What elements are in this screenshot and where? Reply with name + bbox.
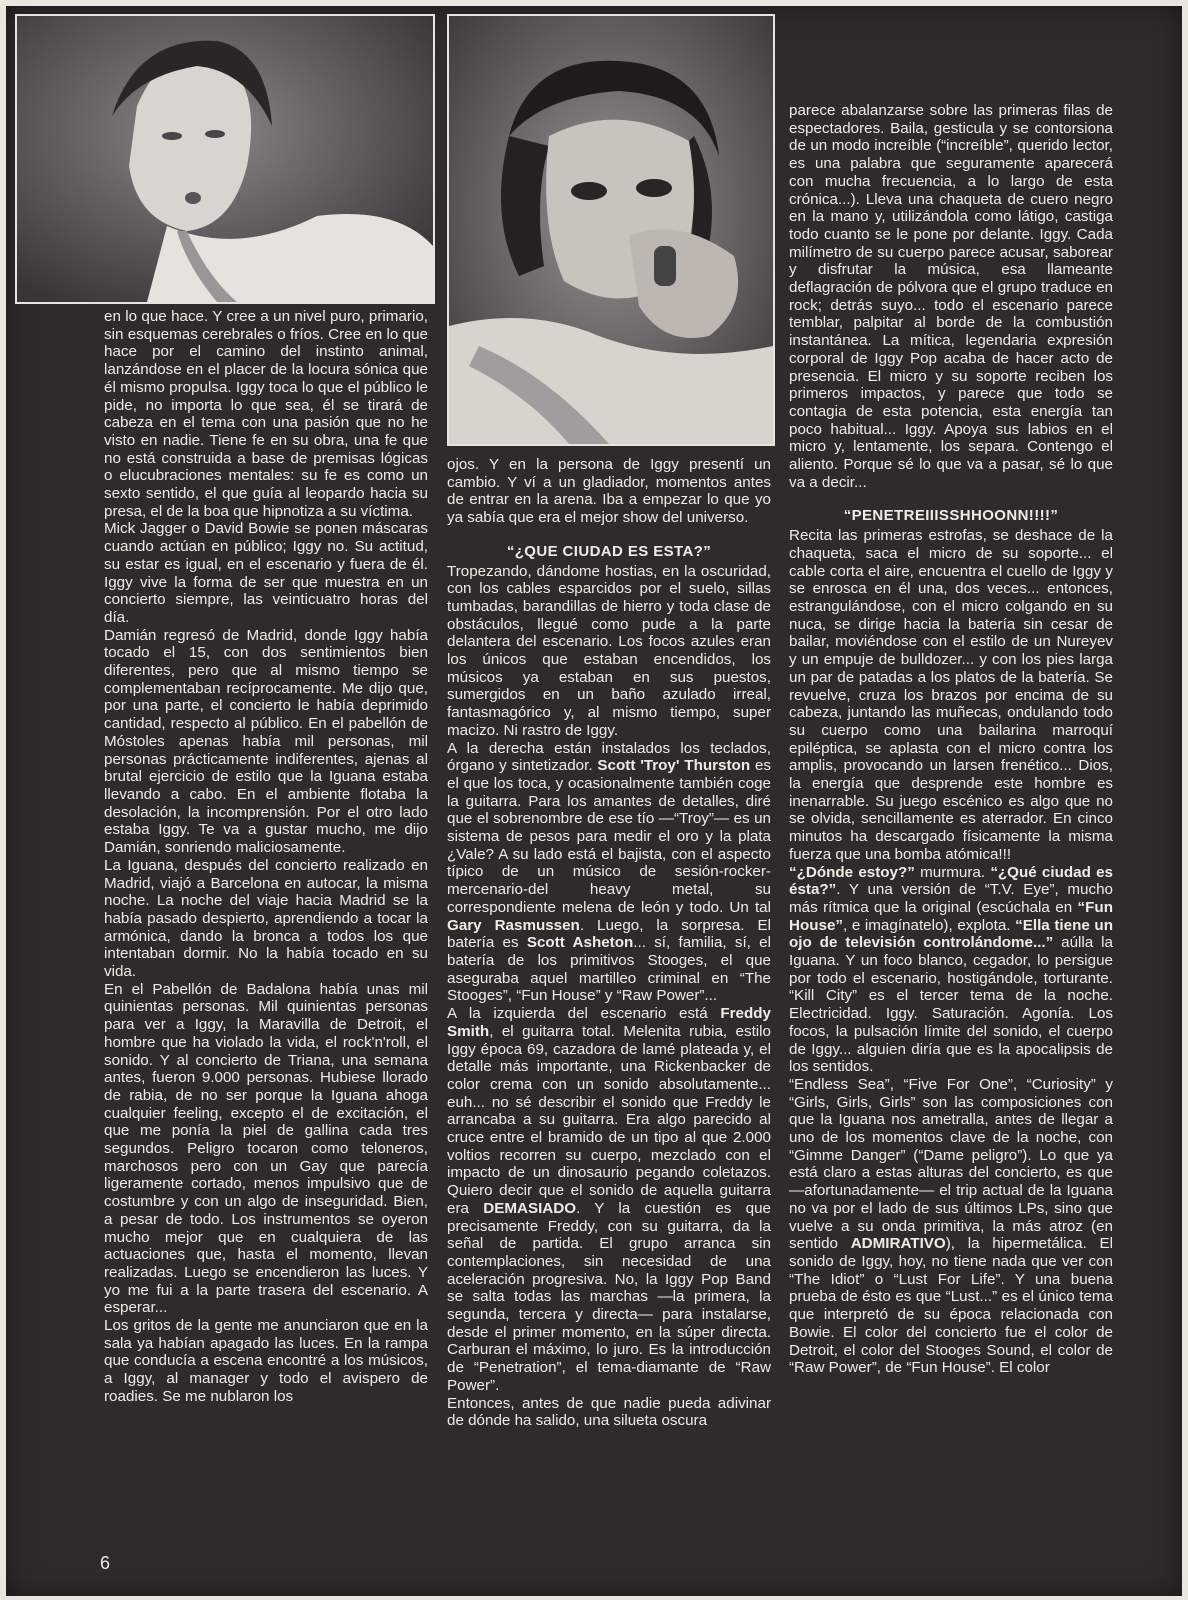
col2-paragraph: [447, 1005, 771, 1394]
emphasis-word: ADMIRATIVO: [850, 1235, 946, 1253]
col1-paragraph: La Iguana, después del concierto realizado en Madrid, viajó a Barcelona en autocar, la misma noche. La noche del viaje hacia Madrid se la había pasado despierto, aprendiendo a tocar la armónica, dando la bronca a todos los que intentaban dormir. No la había tocado en su vida.: [104, 856, 428, 981]
col3-paragraph: Recita las primeras estrofas, se deshace de la chaqueta, saca el micro de su soporte... el cable corta el aire, encuentra el cuello de Iggy y se enrosca en él una, dos veces... entonces, estrangulándose, con el micro colgando en su nuca, se dirige hacia la batería sin cesar de bailar, moviéndose con el estilo de un Nureyev y un empuje de bulldozer... y con los pies larga un par de patadas a los platos de la batería. Se revuelve, cruza los brazos por encima de su cabeza, juntando las muñecas, ondulando todo su cuerpo como una bailarina marroquí epiléptica, se aplasta con el micro contra los amplis, provocando un larsen frenético... Dios, la energía que desprende este hombre es inenarrable. Su juego escénico es algo que no se olvida, sencillamente es aterrador. En cinco minutos ha descargado físicamente la misma fuerza que una bomba atómica!!!: [789, 527, 1113, 863]
performer-face-left-image: [17, 16, 433, 302]
text-run: “Endless Sea”, “Five For One”, “Curiosity” y “Girls, Girls, Girls” son las composiciones con que la Iguana nos ametralla, antes de llegar a uno de los momentos clave de la noche, con “Gimme Danger” (“Dame peligro”). Lo que ya está claro a estas alturas del concierto, es que —afortunadamente— el trip actual de la Iguana no va por el lado de sus últimos LPs, sino que vuelve a su onda primitiva, la más atroz (en sentido: [789, 1075, 1113, 1253]
text-run: aúlla la Iguana. Y un foco blanco, cegador, lo persigue por todo el escenario, hostigándole, torturante. “Kill City” es el tercer tema de la noche. Electricidad. Iggy. Saturación. Agonía. Los focos, la pulsación límite del sonido, el cuerpo de Iggy... alguien diría que es la apocalipsis de los sentidos.: [789, 934, 1113, 1076]
col1-paragraph: En el Pabellón de Badalona había unas mil quinientas personas. Mil quinientas personas para ver a Iggy, la Maravilla de Detroit, el hombre que ha violado la vida, el rock'n'roll, el sonido. Y al concierto de Triana, una semana antes, fueron 9.000 personas. Hubiese llorado de rabia, de no ser porque la Iguana ahoga cualquier feeling, excepto el de excitación, el que me ponía la piel de gallina cada tres segundos. Peligro tocaron como teloneros, marchosos pero con un Gay que parecía ligeramente cortado, menos impulsivo que de costumbre y con un algo de inseguridad. Bien, a pesar de todo. Los instrumentos se oyeron mucho mejor que en cualquiera de las actuaciones que, hasta el momento, llevan realizadas. Luego se encendieron las luces. Y yo me fui a la parte trasera del escenario. A esperar...: [104, 980, 428, 1317]
section-heading: “¿QUE CIUDAD ES ESTA?”: [506, 542, 712, 560]
page-number: 6: [100, 1553, 111, 1573]
text-run: A la izquierda del escenario está: [447, 1005, 708, 1023]
text-run: . Luego, la sorpresa. El batería es: [447, 916, 771, 952]
col2-paragraph: Tropezando, dándome hostias, en la oscuridad, con los cables esparcidos por el suelo, sillas tumbadas, barandillas de hierro y toda clase de obstáculos, llegué como pude a la parte delantera del escenario. Los focos azules eran los únicos que estaban encendidos, los músicos ya estaban en sus puestos, sumergidos en un baño azulado irreal, fantasmagórico y, al mismo tiempo, super macizo. Ni rastro de Iggy.: [447, 562, 771, 739]
musician-name: Scott 'Troy' Thurston: [597, 757, 751, 775]
quote-bold: “Ella tiene un ojo de televisión controlándome...”: [789, 916, 1113, 952]
musician-name: Freddy Smith: [447, 1005, 771, 1040]
performer-with-microphone-image: [449, 16, 773, 444]
column-2: [447, 456, 771, 1430]
col1-paragraph: en lo que hace. Y cree a un nivel puro, primario, sin esquemas cerebrales o fríos. Cree en lo que hace por el camino del instinto animal, lanzándose en el placer de la locura sónica que él mismo propulsa. Iggy toca lo que el público le pide, no importa lo que sea, él se tirará de cabeza en el tema con una pasión que no he visto en nadie. Tiene fe en su obra, una fe que no está construida a base de premisas lógicas o elucubraciones mentales: su fe es como un sexto sentido, el que guía al leopardo hacia su presa, el de la boa que hipnotiza a su víctima.: [104, 308, 428, 520]
col3-paragraph: parece abalanzarse sobre las primeras filas de espectadores. Baila, gesticula y se contorsiona de un modo increíble (“increíble”, querido lector, es una palabra que seguramente aparecerá con mucha frecuencia, a lo largo de esta crónica...). Lleva una chaqueta de cuero negro en la mano y, utilizándola como látigo, castiga todo cuanto se le pone por delante. Iggy. Cada milímetro de su cuerpo parece acusar, saborear y disfrutar la música, esa llameante deflagración de pólvora que el grupo traduce en rock; detrás suyo... todo el escenario parece temblar, palpitar al borde de la combustión instantánea. La mítica, legendaria expresión corporal de Iggy Pop acaba de hacer acto de presencia. El micro y su soporte reciben los primeros impactos, y parece que todo se contagia de esta potencia, esta energía tan poco habitual... Iggy. Apoya sus labios en el micro y, lentamente, los separa. Contengo el aliento. Porque sé lo que va a pasar, sé lo que va a decir...: [789, 102, 1113, 491]
musician-name: Gary Rasmussen: [447, 916, 580, 934]
text-run: . Y una versión de “T.V. Eye”, mucho más rítmica que la original (escúchala en: [789, 881, 1113, 916]
col2-paragraph: [447, 740, 771, 1006]
emphasis-word: DEMASIADO: [483, 1199, 577, 1217]
text-run: murmura.: [920, 863, 986, 881]
quote-bold: “¿Qué ciudad es ésta?”: [789, 863, 1113, 899]
column-1: [104, 308, 428, 1406]
col1-paragraph: Damián regresó de Madrid, donde Iggy había tocado el 15, con dos sentimientos bien diferentes, pero que al mismo tiempo se complementaban recíprocamente. Me dijo que, por una parte, el concierto le había deprimido cantidad, respecto al público. En el pabellón de Móstoles apenas había mil personas, mil personas prácticamente indiferentes, ajenas al brutal ejercicio de estilo que la Iguana estaba llevando a cabo. En el ambiente flotaba la desolación, la incomprensión. Por el otro lado estaba Iggy. Te va a gustar mucho, me dijo Damián, sonriendo maliciosamente.: [104, 626, 428, 857]
col1-paragraph: Mick Jagger o David Bowie se ponen máscaras cuando actúan en público; Iggy no. Su actitud, su estar es igual, en el escenario y fuera de él. Iggy vive la forma de ser que muestra en un concierto siempre, las veinticuatro horas del día.: [104, 520, 428, 626]
musician-name: Scott Asheton: [526, 934, 634, 952]
col2-intro: ojos. Y en la persona de Iggy presentí un cambio. Y ví a un gladiador, momentos antes de entrar en la arena. Iba a empezar lo que yo ya sabía que era el mejor show del universo.: [447, 456, 771, 527]
text-run: ... sí, familia, sí, el batería de los primitivos Stooges, el que aseguraba aquel martilleo criminal en “The Stooges”, “Fun House” y “Raw Power”...: [447, 934, 771, 1005]
col1-paragraph: Los gritos de la gente me anunciaron que en la sala ya habían apagado las luces. En la rampa que conducía a escena encontré a los músicos, a Iggy, al manager y todo el avispero de roadies. Se me nublaron los: [104, 1317, 428, 1405]
text-run: , e imagínatelo), explota.: [843, 916, 1011, 934]
column-3: [789, 102, 1113, 1377]
col3-paragraph: [789, 864, 1113, 1076]
col3-paragraph: [789, 1076, 1113, 1377]
text-run: A la derecha están instalados los teclados, órgano y sintetizador.: [447, 739, 771, 775]
section-heading: “PENETREIIISSHHOONN!!!!”: [843, 507, 1059, 525]
text-run: es el que los toca, y ocasionalmente también coge la guitarra. Para los amantes de detalles, diré que el sobrenombre de ese tío —“Troy”— es un sistema de pesos para medir el oro y la plata ¿Vale? A su lado está el bajista, con el aspecto típico de un músico de sesión-rocker-mercenario-del heavy metal, su correspondiente melena de león y todo. Un tal: [447, 757, 771, 916]
text-run: . Y la cuestión es que precisamente Freddy, con su guitarra, da la señal de partida. El grupo arranca sin contemplaciones, sin necesidad de una aceleración progresiva. No, la Iggy Pop Band se salta todas las marchas —la primera, la segunda, tercera y directa— para instalarse, desde el primer momento, en la súper directa. Carburan el máximo, lo juro. Es la introducción de “Penetration”, el tema-diamante de “Raw Power”.: [447, 1199, 771, 1394]
quote-bold: “¿Dónde estoy?”: [789, 863, 915, 881]
col2-paragraph: Entonces, antes de que nadie pueda adivinar de dónde ha salido, una silueta oscura: [447, 1394, 771, 1430]
text-run: ), la hipermetálica. El sonido de Iggy, hoy, no tiene nada que ver con “The Idiot” o “Lust For Life”. Y una buena prueba de ésto es que “Lust...” es el único tema que interpretó de su época relacionada con Bowie. El color del concierto fue el color de Detroit, el color del Stooges Sound, el color de “Raw Power”, de “Fun House”. El color: [789, 1235, 1113, 1377]
photo-left: [15, 14, 435, 304]
text-run: , el guitarra total. Melenita rubia, estilo Iggy época 69, cazadora de lamé plateada y, el detalle más importante, una Rickenbacker de color crema con un sonido absolutamente... euh... no sé describir el sonido que Freddy le arrancaba a su guitarra. Era algo parecido al cruce entre el bramido de un tipo al que 2.000 voltios recorren su cuerpo, mezclado con el impacto de un dinosaurio pegando coletazos. Quiero decir que el sonido de aquella guitarra era: [447, 1022, 771, 1217]
album-title: “Fun House”: [789, 898, 1113, 934]
photo-center: [447, 14, 775, 446]
magazine-page: [6, 6, 1182, 1596]
